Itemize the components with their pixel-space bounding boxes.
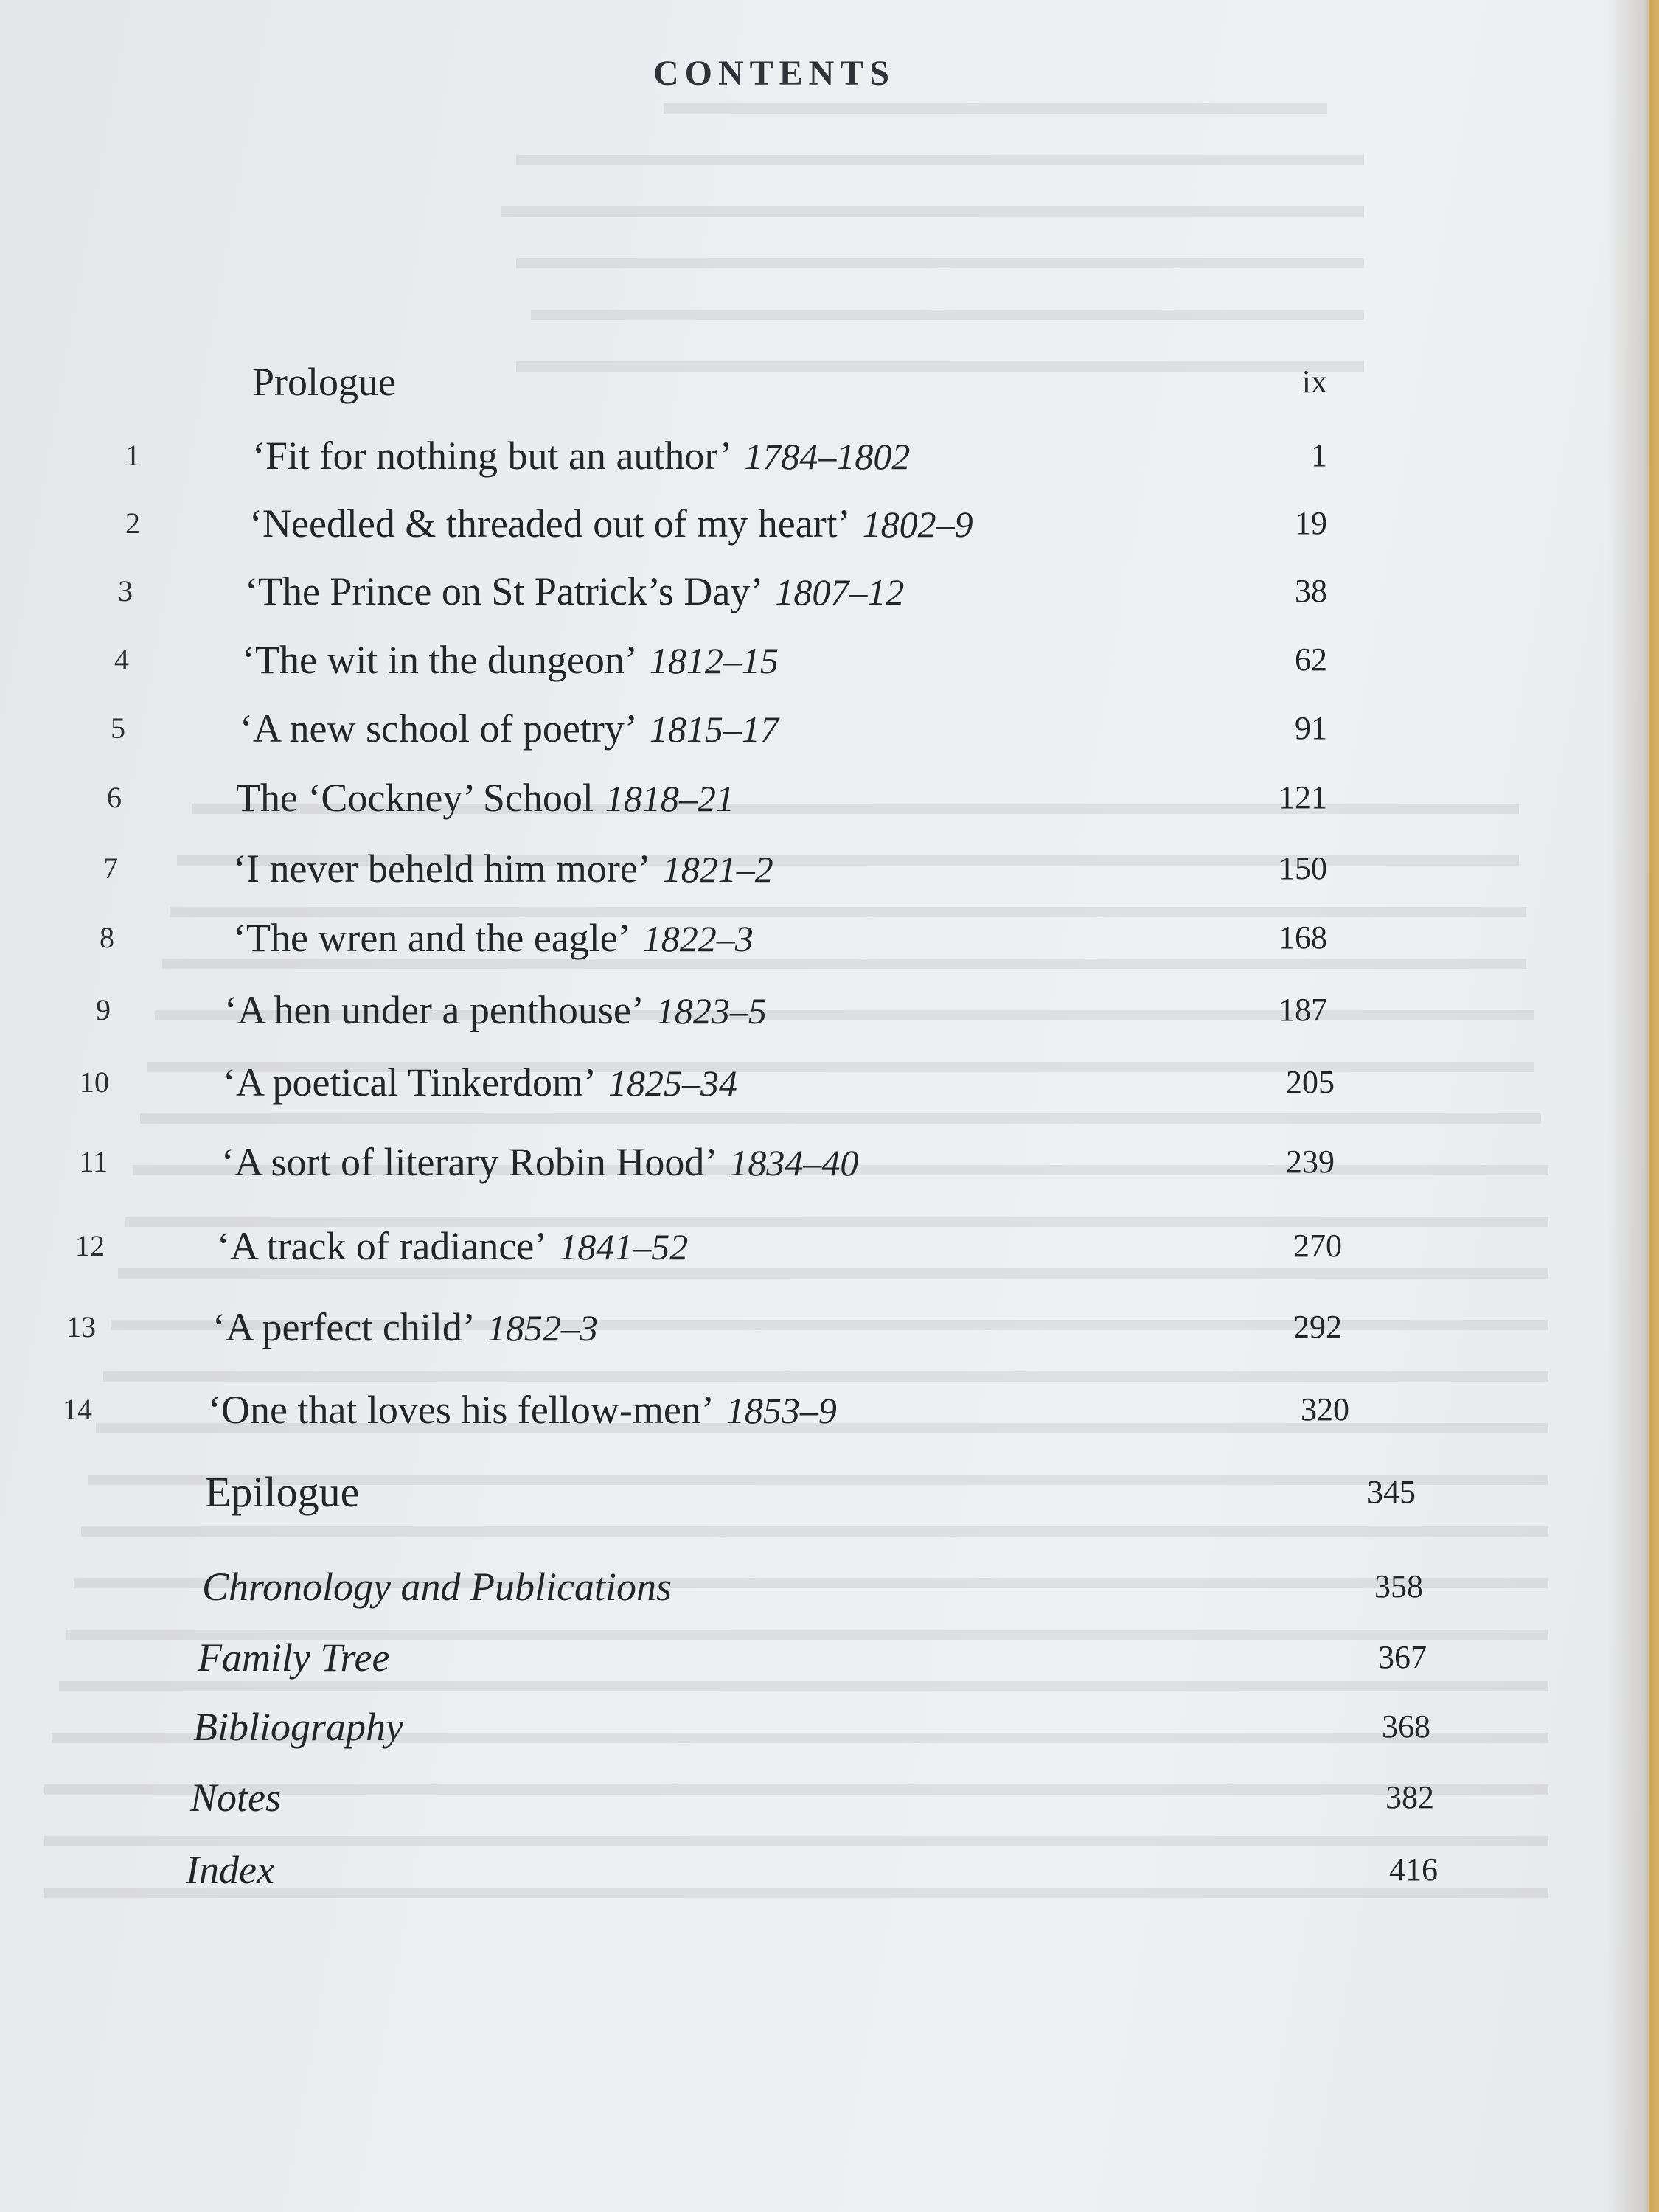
chapter-dates: 1823–5 <box>655 990 767 1032</box>
chapter-row <box>0 1133 1659 1192</box>
chapter-title: ‘A perfect child’ <box>212 1305 476 1349</box>
chapter-page: 205 <box>1286 1064 1335 1100</box>
chapter-number: 11 <box>79 1145 108 1178</box>
epilogue-page: 345 <box>1367 1474 1416 1510</box>
chapter-number: 2 <box>125 507 140 540</box>
contents-heading: CONTENTS <box>653 54 896 93</box>
chapter-row <box>0 562 1659 621</box>
chapter-row <box>0 839 1659 898</box>
back-matter-page: 382 <box>1385 1779 1434 1815</box>
chapter-page: 121 <box>1279 779 1327 815</box>
chapter-dates: 1815–17 <box>649 709 779 750</box>
chapter-dates: 1807–12 <box>775 571 905 613</box>
chapter-number: 3 <box>118 574 133 608</box>
chapter-page: 270 <box>1293 1228 1342 1264</box>
back-matter-title: Chronology and Publications <box>202 1565 672 1609</box>
chapter-number: 9 <box>96 993 111 1026</box>
back-matter-row <box>0 1840 1659 1899</box>
epilogue-title: Epilogue <box>205 1468 360 1516</box>
chapter-row <box>0 494 1659 553</box>
chapter-number: 8 <box>100 921 114 954</box>
chapter-number: 7 <box>103 852 118 885</box>
chapter-page: 62 <box>1295 641 1327 678</box>
chapter-number: 6 <box>107 781 122 814</box>
chapter-page: 187 <box>1279 992 1327 1028</box>
chapter-title: ‘The Prince on St Patrick’s Day’ <box>245 569 764 613</box>
chapter-number: 10 <box>80 1065 109 1099</box>
chapter-row <box>0 1053 1659 1112</box>
chapter-title: ‘A sort of literary Robin Hood’ <box>221 1140 718 1184</box>
back-matter-row <box>0 1768 1659 1827</box>
chapter-page: 19 <box>1295 505 1327 541</box>
chapter-dates: 1822–3 <box>642 918 754 959</box>
chapter-title: ‘The wit in the dungeon’ <box>242 638 638 682</box>
back-matter-page: 368 <box>1382 1708 1430 1745</box>
chapter-page: 292 <box>1293 1309 1342 1345</box>
prologue-row <box>0 352 1659 411</box>
back-matter-row <box>0 1557 1659 1616</box>
epilogue-row <box>0 1463 1659 1522</box>
chapter-dates: 1784–1802 <box>744 436 911 477</box>
chapter-row <box>0 1217 1659 1276</box>
chapter-row <box>0 981 1659 1040</box>
chapter-row <box>0 1298 1659 1357</box>
back-matter-title: Notes <box>190 1775 282 1820</box>
prologue-title: Prologue <box>252 360 396 404</box>
chapter-dates: 1802–9 <box>862 504 973 545</box>
chapter-dates: 1812–15 <box>649 640 779 681</box>
chapter-title: ‘I never beheld him more’ <box>233 846 651 891</box>
back-matter-row <box>0 1628 1659 1687</box>
chapter-title: ‘A new school of poetry’ <box>240 706 638 751</box>
chapter-page: 320 <box>1301 1391 1349 1427</box>
chapter-row <box>0 908 1659 967</box>
back-matter-row <box>0 1697 1659 1756</box>
chapter-row <box>0 426 1659 485</box>
chapter-title: ‘Fit for nothing but an author’ <box>252 434 733 478</box>
chapter-number: 5 <box>111 712 125 745</box>
back-matter-page: 416 <box>1389 1851 1438 1888</box>
chapter-row <box>0 768 1659 827</box>
chapter-dates: 1821–2 <box>662 849 773 890</box>
back-matter-title: Bibliography <box>193 1705 403 1749</box>
chapter-dates: 1841–52 <box>559 1226 689 1267</box>
chapter-page: 91 <box>1295 710 1327 746</box>
back-matter-title: Index <box>186 1848 274 1892</box>
chapter-dates: 1825–34 <box>608 1062 737 1104</box>
chapter-title: ‘A track of radiance’ <box>217 1224 548 1268</box>
page-edge <box>1649 0 1659 2212</box>
chapter-page: 1 <box>1311 437 1327 473</box>
chapter-row <box>0 630 1659 689</box>
chapter-row <box>0 699 1659 758</box>
chapter-dates: 1818–21 <box>605 778 734 819</box>
chapter-title: ‘The wren and the eagle’ <box>233 916 631 960</box>
chapter-dates: 1852–3 <box>487 1307 598 1349</box>
chapter-title: ‘Needled & threaded out of my heart’ <box>249 501 851 546</box>
chapter-dates: 1834–40 <box>729 1142 859 1183</box>
chapter-number: 4 <box>114 643 129 676</box>
chapter-number: 13 <box>66 1310 96 1343</box>
back-matter-page: 358 <box>1374 1568 1423 1604</box>
chapter-dates: 1853–9 <box>726 1390 837 1431</box>
back-matter-title: Family Tree <box>198 1635 390 1680</box>
chapter-title: The ‘Cockney’ School <box>236 776 594 820</box>
chapter-row <box>0 1380 1659 1439</box>
chapter-page: 38 <box>1295 573 1327 609</box>
chapter-page: 239 <box>1286 1144 1335 1180</box>
chapter-page: 150 <box>1279 850 1327 886</box>
prologue-page: ix <box>1301 364 1327 400</box>
back-matter-page: 367 <box>1378 1639 1427 1675</box>
chapter-number: 12 <box>75 1229 105 1262</box>
chapter-number: 14 <box>63 1393 92 1426</box>
chapter-title: ‘One that loves his fellow-men’ <box>208 1388 714 1432</box>
chapter-title: ‘A hen under a penthouse’ <box>224 988 644 1032</box>
chapter-page: 168 <box>1279 919 1327 956</box>
chapter-number: 1 <box>125 439 140 472</box>
chapter-title: ‘A poetical Tinkerdom’ <box>223 1060 597 1105</box>
